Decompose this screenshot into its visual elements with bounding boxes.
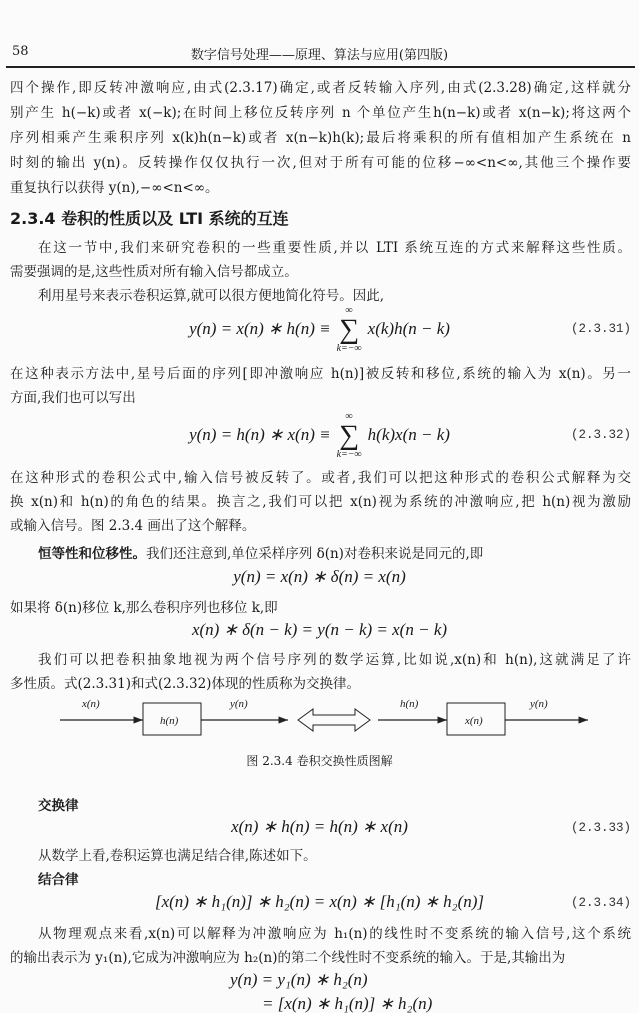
header-rule [6,66,635,68]
equation-final-line1: y(n) = y₁(n) ∗ h₂(n) [230,970,368,989]
equation-number: (2.3.32) [570,428,631,442]
para9-line: 从物理观点来看,x(n)可以解释为冲激响应为 h₁(n)的线性时不变系统的输入信号,这个系统 [38,926,631,942]
para6: 如果将 δ(n)移位 k,那么卷积序列也移位 k,即 [10,600,278,616]
equation-2-3-34: [x(n) ∗ h₁(n)] ∗ h₂(n) = x(n) ∗ [h₁(n) ∗ h₂(n)] [154,892,485,911]
running-header: 数字信号处理——原理、算法与应用(第四版) [190,48,449,63]
para5-line: 换 x(n)和 h(n)的角色的结果。换言之,我们可以把 x(n)视为系统的冲激响应,把 h(n)视为激励 [10,494,631,510]
commutative-heading: 交换律 [38,798,79,814]
associative-heading: 结合律 [38,872,79,888]
identity-heading: 恒等性和位移性。 [38,546,146,562]
figure-caption: 图 2.3.4 卷积交换性质图解 [246,754,393,768]
para9-line: 的输出表示为 y₁(n),它成为冲激响应为 h₂(n)的第二个线性时不变系统的输入。于是,其输出为 [10,950,566,966]
para2-line: 在这一节中,我们来研究卷积的一些重要性质,并以 LTI 系统互连的方式来解释这些性质。 [38,240,631,256]
eq-lhs: y(n) = h(n) ∗ x(n) ≡ [189,424,331,444]
eq-rhs: x(k)h(n − k) [367,318,450,338]
page-number: 58 [12,44,29,59]
equation-final-line2: = [x(n) ∗ h₁(n)] ∗ h₂(n) [262,994,433,1013]
diagram-label: x(n) [465,715,483,727]
sum-lower: k=−∞ [336,449,362,460]
summation-symbol [337,412,362,460]
para4-line: 方面,我们也可以写出 [10,390,136,406]
section-heading: 2.3.4 卷积的性质以及 LTI 系统的互连 [10,209,289,228]
para1-line: 时刻的输出 y(n)。反转操作仅仅执行一次,但对于所有可能的位移−∞<n<∞,其他三个操作要 [10,155,631,171]
diagram-labels [0,698,639,748]
para8: 从数学上看,卷积运算也满足结合律,陈述如下。 [38,848,317,864]
para1-line: 序列相乘产生乘积序列 x(k)h(n−k)或者 x(n−k)h(k);最后将乘积的所有值相加产生系统在 n [10,130,631,146]
sigma-icon: ∑ [339,314,360,345]
eq-lhs: y(n) = x(n) ∗ h(n) ≡ [189,318,331,338]
sum-lower: k=−∞ [336,343,362,354]
equation-number: (2.3.34) [570,896,631,910]
identity-text: 我们还注意到,单位采样序列 δ(n)对卷积来说是同元的,即 [146,546,484,562]
diagram-label: h(n) [400,698,419,710]
diagram-label: h(n) [160,715,179,727]
equation-2-3-32 [0,412,639,460]
para4-line: 在这种表示方法中,星号后面的序列[即冲激响应 h(n)]被反转和移位,系统的输入为 x(n)。另一 [10,366,631,382]
eq-rhs: h(k)x(n − k) [367,424,450,444]
para1-line: 四个操作,即反转冲激响应,由式(2.3.17)确定,或者反转输入序列,由式(2.3.28)确定,这样就分 [10,80,631,96]
para5-line: 在这种形式的卷积公式中,输入信号被反转了。或者,我们可以把这种形式的卷积公式解释为交 [10,470,631,486]
sum-upper: ∞ [345,411,353,422]
equation-number: (2.3.33) [570,821,631,835]
sum-upper: ∞ [345,305,353,316]
para1-line: 别产生 h(−k)或者 x(−k);在时间上移位反转序列 n 个单位产生h(n−k)或者 x(n−k);将这两个 [10,105,631,121]
equation-2-3-33: x(n) ∗ h(n) = h(n) ∗ x(n) [231,817,408,836]
para7-line: 多性质。式(2.3.31)和式(2.3.32)体现的性质称为交换律。 [10,676,360,692]
summation-symbol [337,306,362,354]
diagram-label: y(n) [530,698,548,710]
equation-shift: x(n) ∗ δ(n − k) = y(n − k) = x(n − k) [191,620,448,639]
para2-line: 需要强调的是,这些性质对所有输入信号都成立。 [10,264,298,280]
para5-line: 或输入信号。图 2.3.4 画出了这个解释。 [10,518,256,534]
diagram-label: x(n) [82,698,100,710]
sigma-icon: ∑ [339,420,360,451]
equation-number: (2.3.31) [570,322,631,336]
equation-2-3-31 [0,306,639,354]
para7-line: 我们可以把卷积抽象地视为两个信号序列的数学运算,比如说,x(n)和 h(n),这就满足了许 [38,652,631,668]
para3: 利用星号来表示卷积运算,就可以很方便地简化符号。因此, [38,288,385,304]
equation-identity: y(n) = x(n) ∗ δ(n) = x(n) [233,567,406,586]
para1-line: 重复执行以获得 y(n),−∞<n<∞。 [10,180,219,196]
identity-paragraph [38,542,631,562]
diagram-label: y(n) [230,698,248,710]
